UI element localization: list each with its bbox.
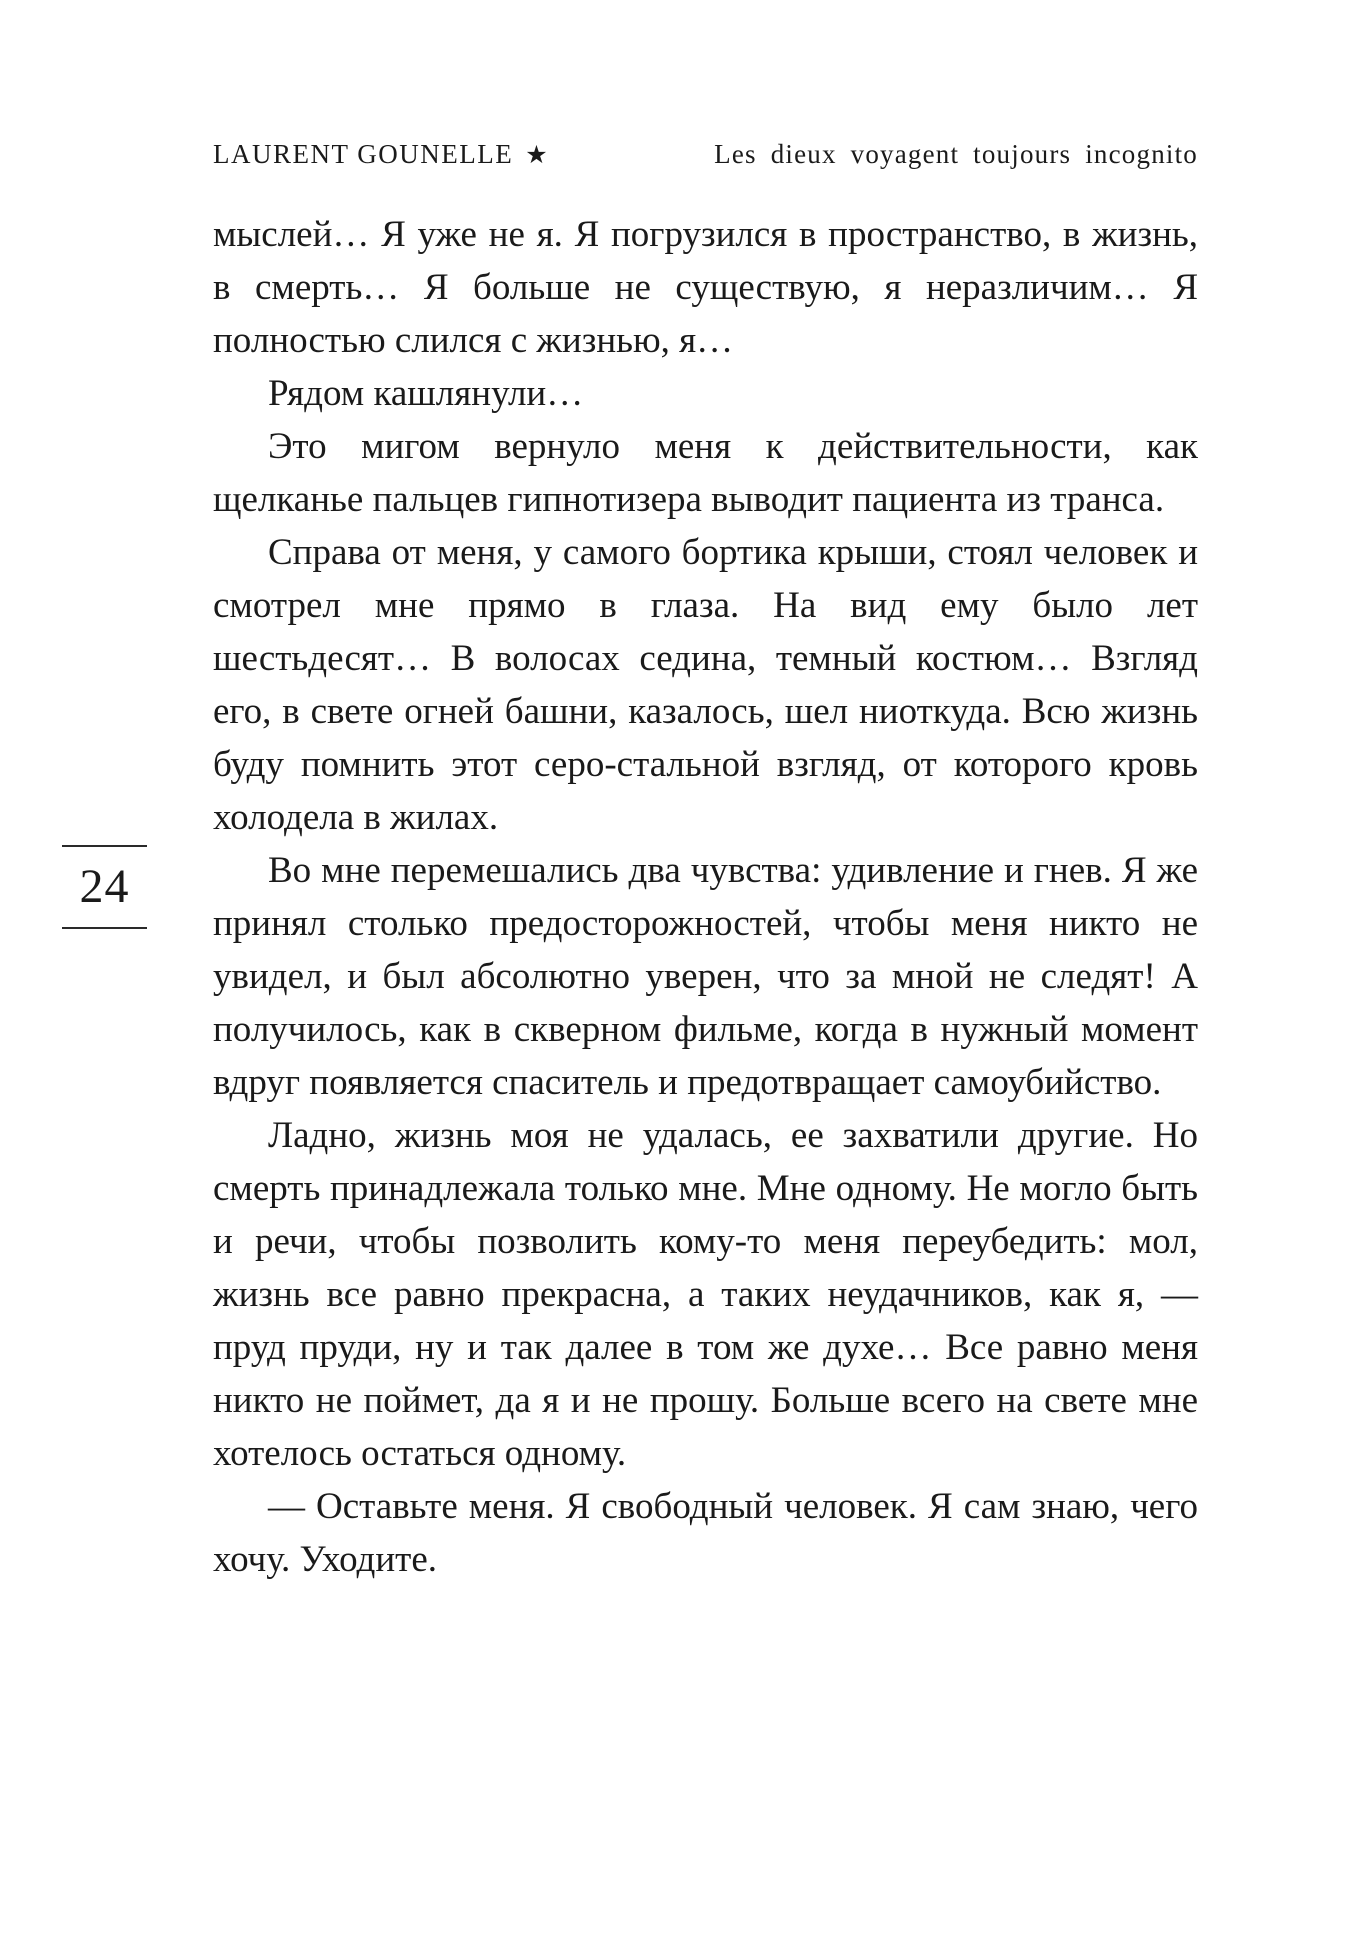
- paragraph-dialogue: — Оставьте меня. Я свободный человек. Я сам знаю, чего хочу. Уходите.: [213, 1486, 1198, 1580]
- author-name: LAURENT GOUNELLE: [213, 139, 514, 169]
- page-number: 24: [79, 860, 130, 913]
- star-separator: ★: [525, 142, 549, 169]
- paragraph: Справа от меня, у самого бортика крыши, стоял человек и смотрел мне прямо в глаза. На вид ему было лет шестьдесят… В волосах седина, темный костюм… Взгляд его, в свете огней башни, казалось, шел ниоткуда. Всю жизнь буду помнить этот серо-стальной взгляд, от которого кровь холодела в жилах.: [213, 532, 1198, 838]
- paragraph-continued: мыслей… Я уже не я. Я погрузился в пространство, в жизнь, в смерть… Я больше не существую, я неразличим… Я полностью слился с жизнью, я…: [213, 214, 1198, 361]
- folio-rule-bottom: [62, 927, 147, 929]
- body-text: [213, 208, 1198, 1586]
- paragraph: Во мне перемешались два чувства: удивление и гнев. Я же принял столько предосторожностей, чтобы меня никто не увидел, и был абсолютно уверен, что за мной не следят! А получилось, как в скверном фильме, когда в нужный момент вдруг появляется спаситель и предотвращает самоубийство.: [213, 850, 1198, 1103]
- paragraph: Рядом кашлянули…: [268, 373, 584, 414]
- folio-rule-top: [62, 845, 147, 847]
- page-folio: [62, 845, 147, 929]
- running-head: [213, 134, 1198, 176]
- paragraph: Ладно, жизнь моя не удалась, ее захватили другие. Но смерть принадлежала только мне. Мне одному. Не могло быть и речи, чтобы позволить кому-то меня переубедить: мол, жизнь все равно прекрасна, а таких неудачников, как я, — пруд пруди, ну и так далее в том же духе… Все равно меня никто не поймет, да я и не прошу. Больше всего на свете мне хотелось остаться одному.: [213, 1115, 1198, 1474]
- paragraph: Это мигом вернуло меня к действительности, как щелканье пальцев гипнотизера выводит пациента из транса.: [213, 426, 1198, 520]
- book-title: Les dieux voyagent toujours incognito: [714, 139, 1198, 169]
- running-head-left: [213, 134, 560, 176]
